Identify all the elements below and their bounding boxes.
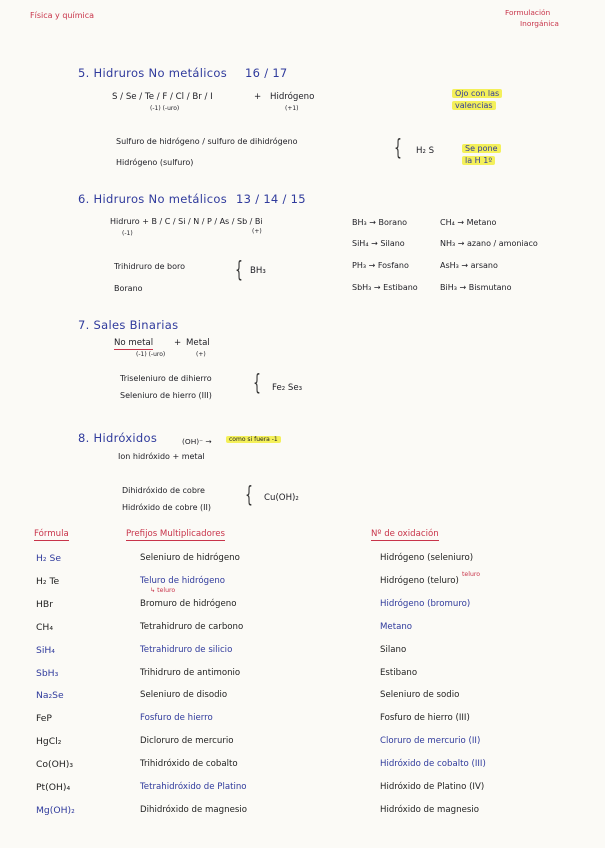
table-oxidation-name: Hidrógeno (bromuro) — [380, 599, 471, 609]
hydride-name-5: PH₃ → Fosfano — [352, 261, 409, 270]
table-prefix-name: Bromuro de hidrógeno — [140, 599, 237, 609]
section-6-title: 6. Hidruros No metálicos — [78, 192, 228, 206]
section-5-hydrogen-valence: (+1) — [285, 105, 299, 112]
table-prefix-note: ↳ teluro — [150, 587, 176, 594]
table-formula: SbH₃ — [36, 668, 59, 679]
table-prefix-name: Seleniuro de disodio — [140, 690, 228, 700]
section-6-valence-left: (-1) — [122, 230, 133, 237]
table-formula: CH₄ — [36, 622, 54, 633]
section-5-note-hydrogen-first: Se pone la H 1º — [462, 143, 501, 167]
section-7-title: 7. Sales Binarias — [78, 318, 179, 332]
hydride-name-3: SiH₄ → Silano — [352, 239, 405, 248]
table-oxidation-name: Estibano — [380, 668, 418, 678]
table-prefix-name: Seleniuro de hidrógeno — [140, 553, 240, 563]
section-5-title: 5. Hidruros No metálicos — [78, 66, 228, 80]
hydride-name-6: AsH₃ → arsano — [440, 261, 498, 270]
section-8-name-line1: Dihidróxido de cobre — [122, 486, 205, 495]
section-6-name-line2: Borano — [114, 284, 143, 293]
section-6-valence-right: (+) — [252, 228, 262, 235]
topic-title-line2: Inorgánica — [520, 19, 559, 28]
table-oxidation-note: teluro — [462, 571, 481, 578]
section-5-brace: { — [394, 136, 402, 161]
hydride-name-1: BH₃ → Borano — [352, 218, 408, 227]
section-5-formula: H₂ S — [416, 146, 435, 156]
table-formula: HgCl₂ — [36, 736, 62, 747]
table-prefix-name: Dicloruro de mercurio — [140, 736, 234, 746]
table-oxidation-name: Hidróxido de cobalto (III) — [380, 759, 486, 769]
table-prefix-name: Fosfuro de hierro — [140, 713, 213, 723]
section-5-valence: (-1) (-uro) — [150, 105, 180, 112]
table-oxidation-name: Hidróxido de magnesio — [380, 805, 479, 815]
table-prefix-name: Trihidróxido de cobalto — [140, 759, 238, 769]
section-8-expression: Ion hidróxido + metal — [118, 452, 205, 461]
table-prefix-name: Dihidróxido de magnesio — [140, 805, 247, 815]
hydride-name-4: NH₃ → azano / amoniaco — [440, 239, 538, 248]
table-header-formula: Fórmula — [34, 529, 69, 539]
section-8-ion-highlight: como si fuera -1 — [226, 436, 281, 443]
section-7-expr-left: No metal — [114, 338, 154, 348]
table-oxidation-name: Metano — [380, 622, 413, 632]
section-8-brace: { — [245, 483, 253, 508]
table-formula: Co(OH)₃ — [36, 759, 74, 770]
section-5-name-line1: Sulfuro de hidrógeno / sulfuro de dihidrógeno — [116, 137, 298, 146]
table-prefix-name: Tetrahidróxido de Platino — [140, 782, 247, 792]
section-6-formula: BH₃ — [250, 266, 266, 276]
section-6-brace: { — [235, 258, 243, 283]
section-7-name-line1: Triseleniuro de dihierro — [120, 374, 212, 383]
section-6-name-line1: Trihidruro de boro — [114, 262, 186, 271]
section-7-expr-plus: + — [174, 338, 182, 348]
section-6-expression: Hidruro + B / C / Si / N / P / As / Sb / Bi — [110, 217, 263, 226]
table-formula: H₂ Se — [36, 553, 61, 564]
hydride-name-2: CH₄ → Metano — [440, 218, 497, 227]
table-oxidation-name: Hidróxido de Platino (IV) — [380, 782, 485, 792]
section-7-valence-right: (+) — [196, 351, 206, 358]
section-5-plus: + — [254, 92, 262, 102]
table-prefix-name: Tetrahidruro de carbono — [140, 622, 244, 632]
section-7-name-line2: Seleniuro de hierro (III) — [120, 391, 212, 400]
table-prefix-name: Teluro de hidrógeno — [140, 576, 226, 586]
table-formula: H₂ Te — [36, 576, 60, 587]
table-formula: FeP — [36, 713, 52, 724]
section-8-formula: Cu(OH)₂ — [264, 493, 299, 503]
table-formula: Pt(OH)₄ — [36, 782, 71, 793]
topic-title-line1: Formulación — [505, 8, 551, 17]
hydride-name-7: SbH₃ → Estibano — [352, 283, 418, 292]
table-oxidation-name: Fosfuro de hierro (III) — [380, 713, 470, 723]
table-oxidation-name: Silano — [380, 645, 407, 655]
table-oxidation-name: Cloruro de mercurio (II) — [380, 736, 481, 746]
table-formula: Na₂Se — [36, 690, 64, 701]
table-formula: SiH₄ — [36, 645, 55, 656]
table-oxidation-name: Seleniuro de sodio — [380, 690, 460, 700]
table-header-oxidation: Nº de oxidación — [371, 529, 439, 539]
hydride-name-8: BiH₃ → Bismutano — [440, 283, 512, 292]
section-5-elements: S / Se / Te / F / Cl / Br / I — [112, 92, 213, 102]
section-8-title: 8. Hidróxidos — [78, 431, 158, 445]
table-prefix-name: Trihidruro de antimonio — [140, 668, 241, 678]
table-oxidation-name: Hidrógeno (seleniuro) — [380, 553, 474, 563]
section-5-groups: 16 / 17 — [245, 66, 288, 80]
section-6-groups: 13 / 14 / 15 — [236, 192, 306, 206]
section-7-expr-right: Metal — [186, 338, 210, 348]
section-5-name-line2: Hidrógeno (sulfuro) — [116, 158, 194, 167]
table-formula: Mg(OH)₂ — [36, 805, 75, 816]
table-prefix-name: Tetrahidruro de silicio — [140, 645, 233, 655]
table-formula: HBr — [36, 599, 53, 610]
section-8-name-line2: Hidróxido de cobre (II) — [122, 503, 212, 512]
subject-title: Física y química — [30, 11, 95, 20]
table-header-prefixes: Prefijos Multiplicadores — [126, 529, 225, 539]
section-5-note-valences: Ojo con las valencias — [452, 88, 502, 112]
section-5-hydrogen: Hidrógeno — [270, 92, 315, 102]
section-7-brace: { — [253, 371, 261, 396]
section-8-ion-note: (OH)⁻ → — [182, 437, 212, 446]
section-7-valence-left: (-1) (-uro) — [136, 351, 166, 358]
table-oxidation-name: Hidrógeno (teluro) — [380, 576, 459, 586]
section-7-formula: Fe₂ Se₃ — [272, 383, 303, 393]
